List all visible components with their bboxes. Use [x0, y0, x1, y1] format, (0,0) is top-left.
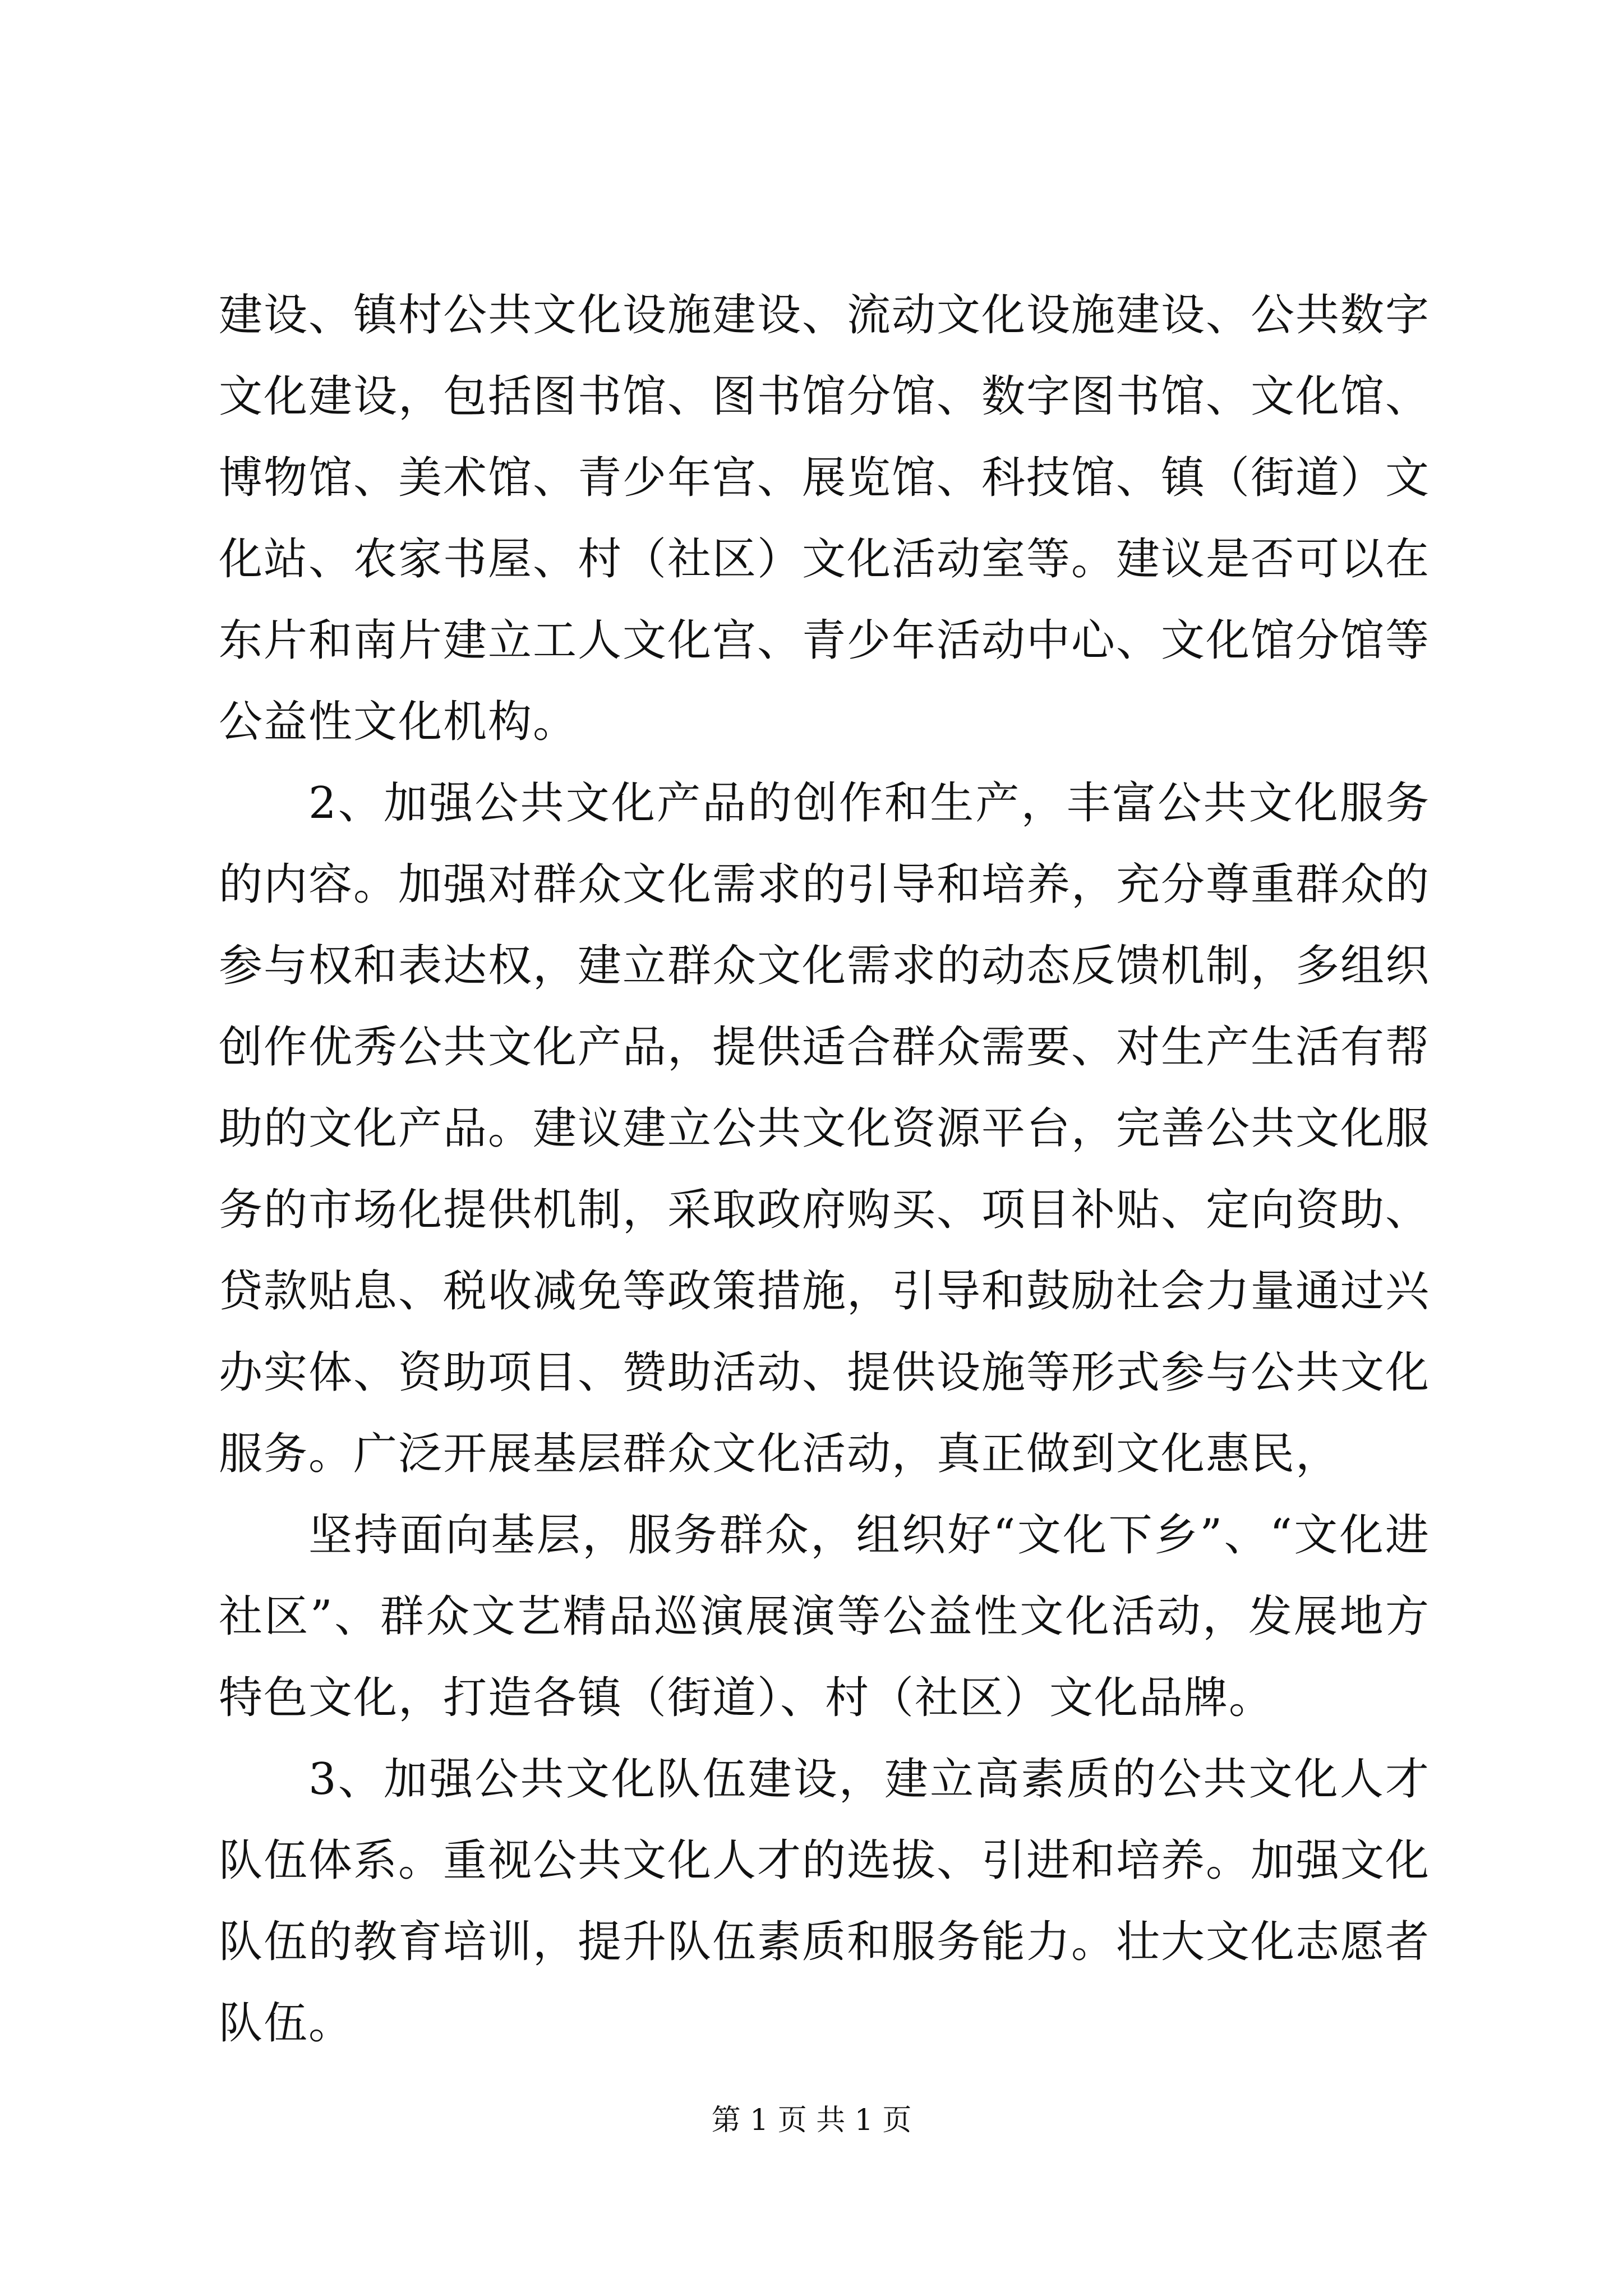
document-body — [219, 275, 1430, 2064]
paragraph-item-2: 2、加强公共文化产品的创作和生产，丰富公共文化服务的内容。加强对群众文化需求的引导和培养，充分尊重群众的参与权和表达权，建立群众文化需求的动态反馈机制，多组织创作优秀公共文化产品，提供适合群众需要、对生产生活有帮助的文化产品。建议建立公共文化资源平台，完善公共文化服务的市场化提供机制，采取政府购买、项目补贴、定向资助、贷款贴息、税收减免等政策措施，引导和鼓励社会力量通过兴办实体、资助项目、赞助活动、提供设施等形式参与公共文化服务。广泛开展基层群众文化活动，真正做到文化惠民， — [219, 778, 1431, 1479]
paragraph-item-3: 3、加强公共文化队伍建设，建立高素质的公共文化人才队伍体系。重视公共文化人才的选拔、引进和培养。加强文化队伍的教育培训，提升队伍素质和服务能力。壮大文化志愿者队伍。 — [219, 1754, 1431, 2049]
paragraph-continuation: 建设、镇村公共文化设施建设、流动文化设施建设、公共数字文化建设，包括图书馆、图书馆分馆、数字图书馆、文化馆、博物馆、美术馆、青少年宫、展览馆、科技馆、镇（街道）文化站、农家书屋、村（社区）文化活动室等。建议是否可以在东片和南片建立工人文化宫、青少年活动中心、文化馆分馆等公益性文化机构。 — [219, 290, 1431, 747]
page-footer: 第 1 页 共 1 页 — [711, 2104, 912, 2137]
paragraph-grassroots: 坚持面向基层，服务群众，组织好“文化下乡”、“文化进社区”、群众文艺精品巡演展演等公益性文化活动，发展地方特色文化，打造各镇（街道）、村（社区）文化品牌。 — [219, 1510, 1430, 1723]
